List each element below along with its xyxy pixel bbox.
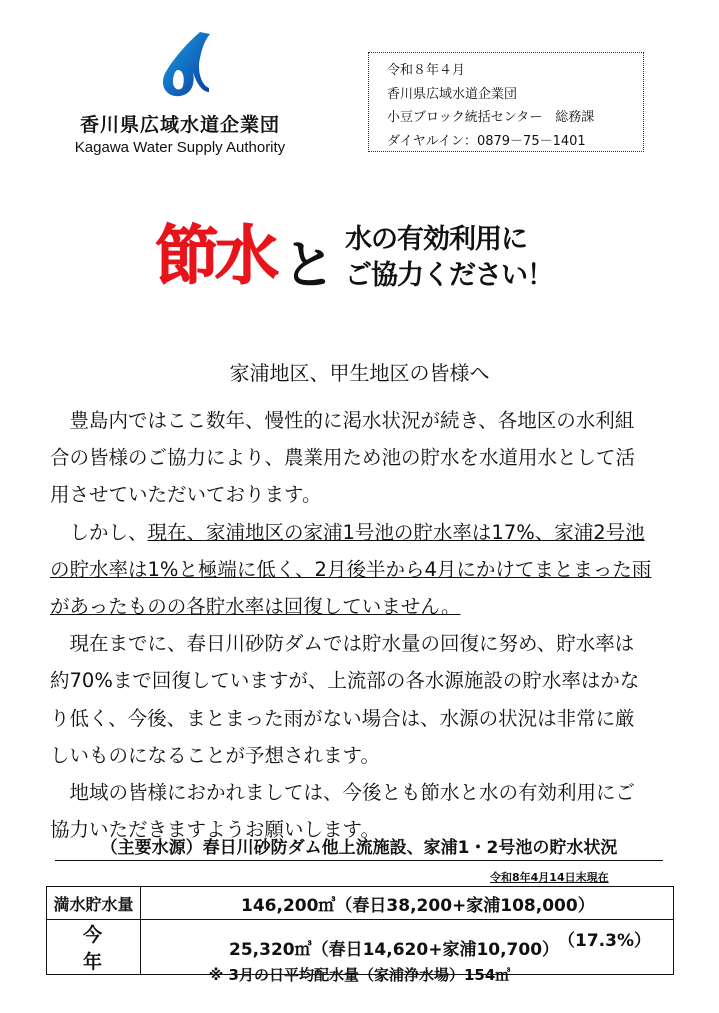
body-line bbox=[50, 588, 680, 625]
line-text: 地域の皆様におかれましては、今後とも節水と水の有効利用にご bbox=[50, 781, 636, 805]
body-line bbox=[50, 439, 680, 476]
body-line bbox=[50, 514, 680, 551]
body-line bbox=[50, 476, 680, 513]
storage-table bbox=[46, 886, 674, 975]
line-text: 合の皆様のご協力により、農業用ため池の貯水を水道用水として活 bbox=[50, 446, 636, 470]
info-dept: 小豆ブロック統括センター 総務課 bbox=[387, 110, 595, 125]
table-row bbox=[47, 887, 674, 920]
body-line bbox=[50, 700, 680, 737]
banner-line2: ご協力ください！ bbox=[345, 260, 553, 291]
body-line bbox=[50, 774, 680, 811]
body-line bbox=[50, 737, 680, 774]
table-title: （主要水源）春日川砂防ダム他上流施設、家浦1・2号池の貯水状況 bbox=[55, 833, 663, 861]
body-line bbox=[50, 551, 680, 588]
line-underlined-text: 現在、家浦地区の家浦1号池の貯水率は17%、家浦2号池 bbox=[147, 520, 645, 544]
row-percent: （17.3%） bbox=[558, 931, 651, 951]
info-org: 香川県広域水道企業団 bbox=[387, 86, 518, 102]
org-name-jp: 香川県広域水道企業団 bbox=[79, 114, 280, 136]
row-value: 146,200㎥（春日38,200+家浦108,000） bbox=[141, 887, 674, 920]
banner bbox=[155, 205, 575, 295]
line-text: り低く、今後、まとまった雨がない場合は、水源の状況は非常に厳 bbox=[50, 706, 635, 730]
org-name-en: Kagawa Water Supply Authority bbox=[74, 139, 286, 156]
banner-line1: 水の有効利用に bbox=[345, 224, 527, 255]
banner-big: 節水 bbox=[155, 220, 275, 294]
page-heading: 家浦地区、甲生地区の皆様へ bbox=[229, 361, 490, 385]
line-text: しいものになることが予想されます。 bbox=[50, 743, 380, 767]
footnote: ※ 3月の日平均配水量（家浦浄水場）154㎥ bbox=[208, 966, 511, 984]
row-label: 満水貯水量 bbox=[47, 887, 141, 920]
body-line bbox=[50, 402, 680, 439]
water-drop-alpha-icon bbox=[145, 30, 215, 100]
row-value: 25,320㎥（春日14,620+家浦10,700） bbox=[229, 939, 560, 960]
line-text: 豊島内ではここ数年、慢性的に渇水状況が続き、各地区の水利組 bbox=[50, 409, 635, 432]
line-text: しかし、 bbox=[50, 520, 148, 544]
info-box bbox=[368, 52, 644, 152]
body-line bbox=[50, 625, 680, 662]
body-line bbox=[50, 662, 680, 699]
line-text: 用させていただいております。 bbox=[50, 483, 322, 507]
line-underlined-text: があったものの各貯水率は回復していません。 bbox=[50, 595, 461, 619]
line-text: 協力いただきますようお願いします。 bbox=[50, 818, 380, 842]
logo bbox=[60, 30, 300, 156]
banner-to: と bbox=[283, 236, 336, 296]
line-underlined-text: の貯水率は1%と極端に低く、2月後半から4月にかけてまとまった雨 bbox=[50, 557, 652, 581]
line-text: 現在までに、春日川砂防ダムでは貯水量の回復に努め、貯水率は bbox=[50, 632, 635, 656]
info-date: 令和８年４月 bbox=[387, 63, 466, 78]
body-text bbox=[50, 402, 680, 848]
row-label: 今 年 bbox=[47, 920, 141, 975]
info-phone: ダイヤルイン：0879－75－1401 bbox=[387, 133, 586, 149]
as-of-date: 令和8年4月14日末現在 bbox=[490, 871, 609, 884]
line-text: 約70%まで回復していますが、上流部の各水源施設の貯水率はかな bbox=[50, 669, 640, 693]
